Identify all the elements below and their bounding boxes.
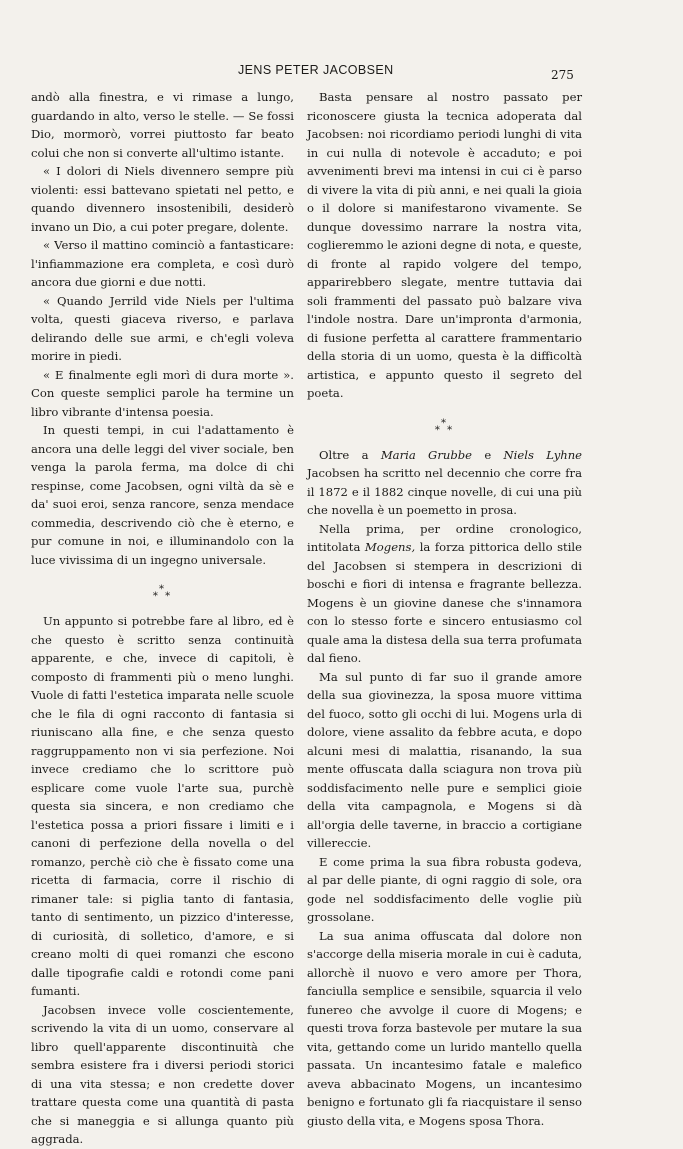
page-number: 275 [551,68,574,82]
text-run: Oltre a [319,447,369,462]
paragraph: Jacobsen invece volle coscientemente, scrivendo la vita di un uomo, conservare al libro quell'apparente discontinuità che sembra esistere fra i diversi periodi storici di una vita stessa; e non credette dover trattare questa come una quantità di pasta che si maneggia e si allunga quanto più aggrada. [31,1002,294,1146]
section-separator [307,419,582,436]
text-run: la forza pittorica dello stile del Jacobsen si stempera in descrizioni di boschi e fiori di intensa e fragrante bellezza. Mogens è un giovine danese che s'innamora con lo stesso forte e sincero entusiasmo col quale ama la distesa della sua terra profumata dal fieno. [307,540,582,665]
right-column [307,88,582,1130]
paragraph: « Verso il mattino cominciò a fantasticare: l'infiammazione era completa, e così durò ancora due giorni e due notti. [31,238,294,289]
paragraph: E come prima la sua fibra robusta godeva, al par delle piante, di ogni raggio di sole, ora gode nel soddisfacimento delle voglie più grossolane. [307,854,582,924]
text-run: Jacobsen ha scritto nel decennio che corre fra il 1872 e il 1882 cinque novelle, di cui una più che novella è un poemetto in prosa. [307,466,582,517]
paragraph: In questi tempi, in cui l'adattamento è ancora una delle leggi del viver sociale, ben venga la parola ferma, ma dolce di chi respinse, come Jacobsen, ogni viltà da sè e da' suoi eroi, senza rancore, senza mendace commedia, descrivendo ciò che è eterno, e pur comune in noi, e illuminandolo con la luce vivissima di un ingegno universale. [31,423,294,567]
running-head: JENS PETER JACOBSEN [238,63,394,77]
paragraph [307,520,582,668]
separator-star: * [152,591,160,602]
paragraph: andò alla finestra, e vi rimase a lungo, guardando in alto, verso le stelle. — Se fossi Dio, mormorò, vorrei piuttosto far beato colui che non si converte all'ultimo istante. [31,90,294,160]
book-title: Niels Lyhne [503,447,583,462]
paragraph: La sua anima offuscata dal dolore non s'accorge della miseria morale in cui è caduta, allorchè il nuovo e vero amore per Thora, fanciulla semplice e sensibile, squarcia il velo funereo che avvolge il cuore di Mogens; e questi trova forza bastevole per mutare la sua vita, gettando come un lurido mantello quella passata. Un incantesimo fatale e malefico aveva abbacinato Mogens, un incantesimo benigno e fortunato gli fa riacquistare il senso giusto della vita, e Mogens sposa Thora. [307,928,582,1128]
paragraph: Basta pensare al nostro passato per riconoscere giusta la tecnica adoperata dal Jacobsen: noi ricordiamo periodi lunghi di vita in cui nulla di notevole è accaduto; e poi avvenimenti brevi ma intensi in cui ci è parso di vivere la vita di più anni, e nei quali la gioia o il dolore si manifestarono vivamente. Se dunque dovessimo narrare la nostra vita, coglieremmo le azioni degne di nota, e queste, di fronte al rapido volgere del tempo, apparirebbero slegate, mentre tuttavia dai soli frammenti del passato può balzare viva l'indole nostra. Dare un'impronta d'armonia, di fusione perfetta al carattere frammentario della storia di un uomo, questa è la difficoltà artistica, e appunto questo il segreto del poeta. [307,90,582,400]
book-title: Mogens, [364,540,416,554]
separator-star: * [447,424,455,436]
paragraph: « I dolori di Niels divennero sempre più violenti: essi battevano spietati nel petto, e quando divennero insostenibili, desiderò invano un Dio, a cui poter pregare, dolente. [31,164,294,234]
section-separator [31,585,294,602]
separator-star: * [434,424,442,436]
text-run: Nella prima, per ordine cronologico, intitolata [307,521,582,554]
page-header [0,63,683,81]
left-column [31,88,294,1149]
separator-star: * [159,584,166,595]
paragraph: Ma sul punto di far suo il grande amore della sua giovinezza, la sposa muore vittima del fuoco, sotto gli occhi di lui. Mogens urla di dolore, viene assalito da febbre acuta, e dopo alcuni mesi di malattia, risanando, la sua mente offuscata dalla sciagura non trova più soddisfacimento nelle pure e semplici gioie della vita campagnola, e Mogens si dà all'orgia delle taverne, in braccio a cortigiane villereccie. [307,669,582,850]
book-title: Maria Grubbe [380,447,473,462]
paragraph: « Quando Jerrild vide Niels per l'ultima volta, questi giaceva riverso, e parlava delirando delle sue armi, e ch'egli voleva morire in piedi. [31,293,294,363]
paragraph: Un appunto si potrebbe fare al libro, ed è che questo è scritto senza continuità apparente, e che, invece di capitoli, è composto di frammenti più o meno lunghi. Vuole di fatti l'estetica imparata nelle scuole che le fila di ogni racconto di fantasia si riuniscano alla fine, e che senza questo raggruppamento non vi sia perfezione. Noi invece crediamo che lo scrittore può esplicare come vuole l'arte sua, purchè questa sia sincera, e non crediamo che l'estetica possa a priori fissare i limiti e i canoni di perfezione della novella o del romanzo, perchè ciò che è fissato come una ricetta di farmacia, corre il rischio di rimaner tale: si piglia tanto di fantasia, tanto di sentimento, un pizzico d'interesse, di curiosità, di solletico, d'amore, e si creano molti di quei romanzi che escono dalle tipografie caldi e rotondi come pani fumanti. [31,614,294,998]
separator-star: * [165,591,173,602]
text-run: e [484,447,492,462]
paragraph [307,446,582,520]
separator-star: * [441,417,448,429]
paragraph: « E finalmente egli morì di dura morte ». Con queste semplici parole ha termine un libro vibrante d'intensa poesia. [31,367,294,419]
